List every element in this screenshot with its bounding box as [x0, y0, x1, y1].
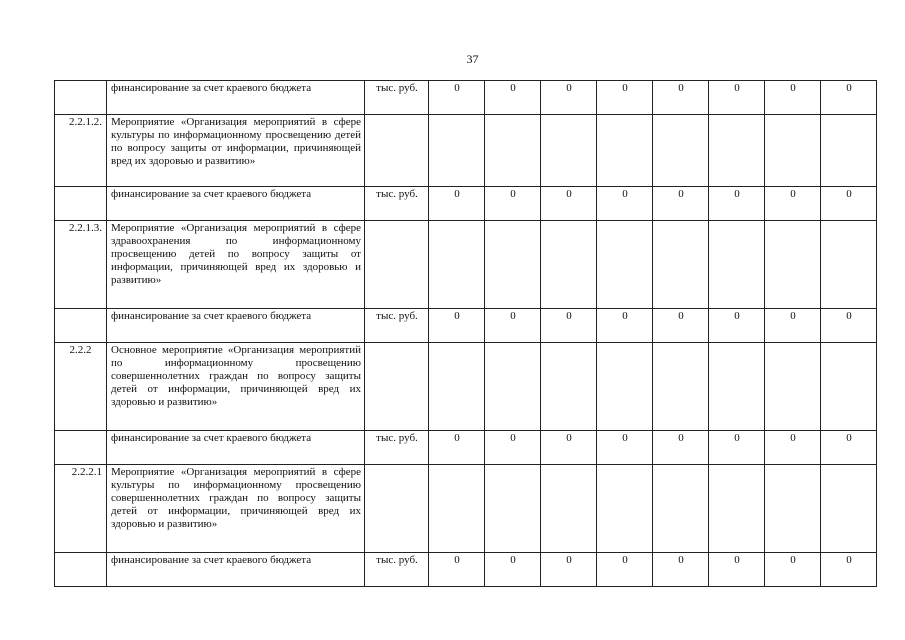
- measure-row: [55, 115, 877, 187]
- row-number: [55, 553, 107, 587]
- value-cell: 0: [765, 553, 821, 587]
- value-cell: 0: [765, 187, 821, 221]
- value-cell: 0: [821, 553, 877, 587]
- measure-description: Мероприятие «Организация мероприятий в сфере культуры по информационному просвещению совершеннолетних граждан по вопросу защиты детей от информации, причиняющей вред их здоровью и развитию»: [107, 465, 365, 553]
- value-cell: 0: [709, 187, 765, 221]
- funding-row: [55, 81, 877, 115]
- measure-row: [55, 465, 877, 553]
- value-cell: 0: [709, 81, 765, 115]
- value-cell: [541, 221, 597, 309]
- value-cell: [821, 115, 877, 187]
- table-body: [55, 81, 877, 587]
- funding-label: финансирование за счет краевого бюджета: [107, 553, 365, 587]
- value-cell: [821, 343, 877, 431]
- funding-label: финансирование за счет краевого бюджета: [107, 431, 365, 465]
- value-cell: 0: [541, 431, 597, 465]
- value-cell: 0: [653, 431, 709, 465]
- funding-row: [55, 431, 877, 465]
- budget-table: [54, 80, 877, 587]
- value-cell: 0: [541, 187, 597, 221]
- unit-cell: тыс. руб.: [365, 431, 429, 465]
- unit-cell: тыс. руб.: [365, 309, 429, 343]
- value-cell: [653, 221, 709, 309]
- measure-row: [55, 221, 877, 309]
- value-cell: 0: [597, 431, 653, 465]
- unit-cell: [365, 343, 429, 431]
- value-cell: 0: [597, 187, 653, 221]
- value-cell: 0: [541, 309, 597, 343]
- value-cell: 0: [485, 553, 541, 587]
- funding-label: финансирование за счет краевого бюджета: [107, 81, 365, 115]
- funding-row: [55, 309, 877, 343]
- value-cell: [709, 221, 765, 309]
- unit-cell: тыс. руб.: [365, 187, 429, 221]
- value-cell: [765, 221, 821, 309]
- value-cell: 0: [541, 553, 597, 587]
- unit-cell: [365, 115, 429, 187]
- value-cell: 0: [653, 309, 709, 343]
- value-cell: [765, 115, 821, 187]
- value-cell: 0: [709, 553, 765, 587]
- value-cell: 0: [653, 553, 709, 587]
- unit-cell: тыс. руб.: [365, 81, 429, 115]
- value-cell: [429, 221, 485, 309]
- value-cell: [765, 465, 821, 553]
- value-cell: 0: [541, 81, 597, 115]
- value-cell: 0: [429, 81, 485, 115]
- value-cell: 0: [709, 309, 765, 343]
- page-number: 37: [466, 52, 479, 66]
- value-cell: [653, 343, 709, 431]
- value-cell: 0: [653, 187, 709, 221]
- value-cell: 0: [485, 431, 541, 465]
- row-number: 2.2.1.3.: [55, 221, 107, 309]
- row-number: [55, 431, 107, 465]
- value-cell: [429, 343, 485, 431]
- value-cell: 0: [429, 431, 485, 465]
- unit-cell: [365, 221, 429, 309]
- funding-row: [55, 553, 877, 587]
- value-cell: [485, 465, 541, 553]
- funding-label: финансирование за счет краевого бюджета: [107, 309, 365, 343]
- value-cell: 0: [709, 431, 765, 465]
- value-cell: 0: [485, 81, 541, 115]
- unit-cell: тыс. руб.: [365, 553, 429, 587]
- value-cell: [485, 221, 541, 309]
- value-cell: [821, 465, 877, 553]
- value-cell: 0: [821, 187, 877, 221]
- value-cell: [541, 115, 597, 187]
- value-cell: [709, 465, 765, 553]
- row-number: 2.2.2: [55, 343, 107, 431]
- row-number: [55, 187, 107, 221]
- value-cell: 0: [821, 81, 877, 115]
- value-cell: 0: [765, 81, 821, 115]
- measure-description: Мероприятие «Организация мероприятий в сфере здравоохранения по информационному просвещению детей по вопросу защиты от информации, причиняющей вред их здоровью и развитию»: [107, 221, 365, 309]
- value-cell: [429, 115, 485, 187]
- value-cell: [765, 343, 821, 431]
- value-cell: 0: [653, 81, 709, 115]
- value-cell: 0: [765, 309, 821, 343]
- value-cell: [653, 115, 709, 187]
- value-cell: 0: [597, 309, 653, 343]
- value-cell: 0: [429, 187, 485, 221]
- value-cell: [541, 465, 597, 553]
- row-number: [55, 81, 107, 115]
- value-cell: [541, 343, 597, 431]
- value-cell: [429, 465, 485, 553]
- value-cell: [597, 221, 653, 309]
- row-number: [55, 309, 107, 343]
- value-cell: [597, 465, 653, 553]
- value-cell: 0: [821, 309, 877, 343]
- value-cell: 0: [597, 81, 653, 115]
- funding-row: [55, 187, 877, 221]
- row-number: 2.2.2.1: [55, 465, 107, 553]
- value-cell: 0: [485, 187, 541, 221]
- value-cell: 0: [597, 553, 653, 587]
- measure-description: Основное мероприятие «Организация мероприятий по информационному просвещению совершеннолетних граждан по вопросу защиты детей от информации, причиняющей вред их здоровью и развитию»: [107, 343, 365, 431]
- value-cell: [485, 115, 541, 187]
- value-cell: [597, 115, 653, 187]
- value-cell: 0: [429, 553, 485, 587]
- value-cell: 0: [821, 431, 877, 465]
- value-cell: [597, 343, 653, 431]
- row-number: 2.2.1.2.: [55, 115, 107, 187]
- value-cell: [485, 343, 541, 431]
- measure-description: Мероприятие «Организация мероприятий в сфере культуры по информационному просвещению детей по вопросу защиты от информации, причиняющей вред их здоровью и развитию»: [107, 115, 365, 187]
- value-cell: [709, 343, 765, 431]
- value-cell: [821, 221, 877, 309]
- value-cell: 0: [765, 431, 821, 465]
- unit-cell: [365, 465, 429, 553]
- value-cell: [653, 465, 709, 553]
- funding-label: финансирование за счет краевого бюджета: [107, 187, 365, 221]
- value-cell: 0: [429, 309, 485, 343]
- value-cell: [709, 115, 765, 187]
- value-cell: 0: [485, 309, 541, 343]
- measure-row: [55, 343, 877, 431]
